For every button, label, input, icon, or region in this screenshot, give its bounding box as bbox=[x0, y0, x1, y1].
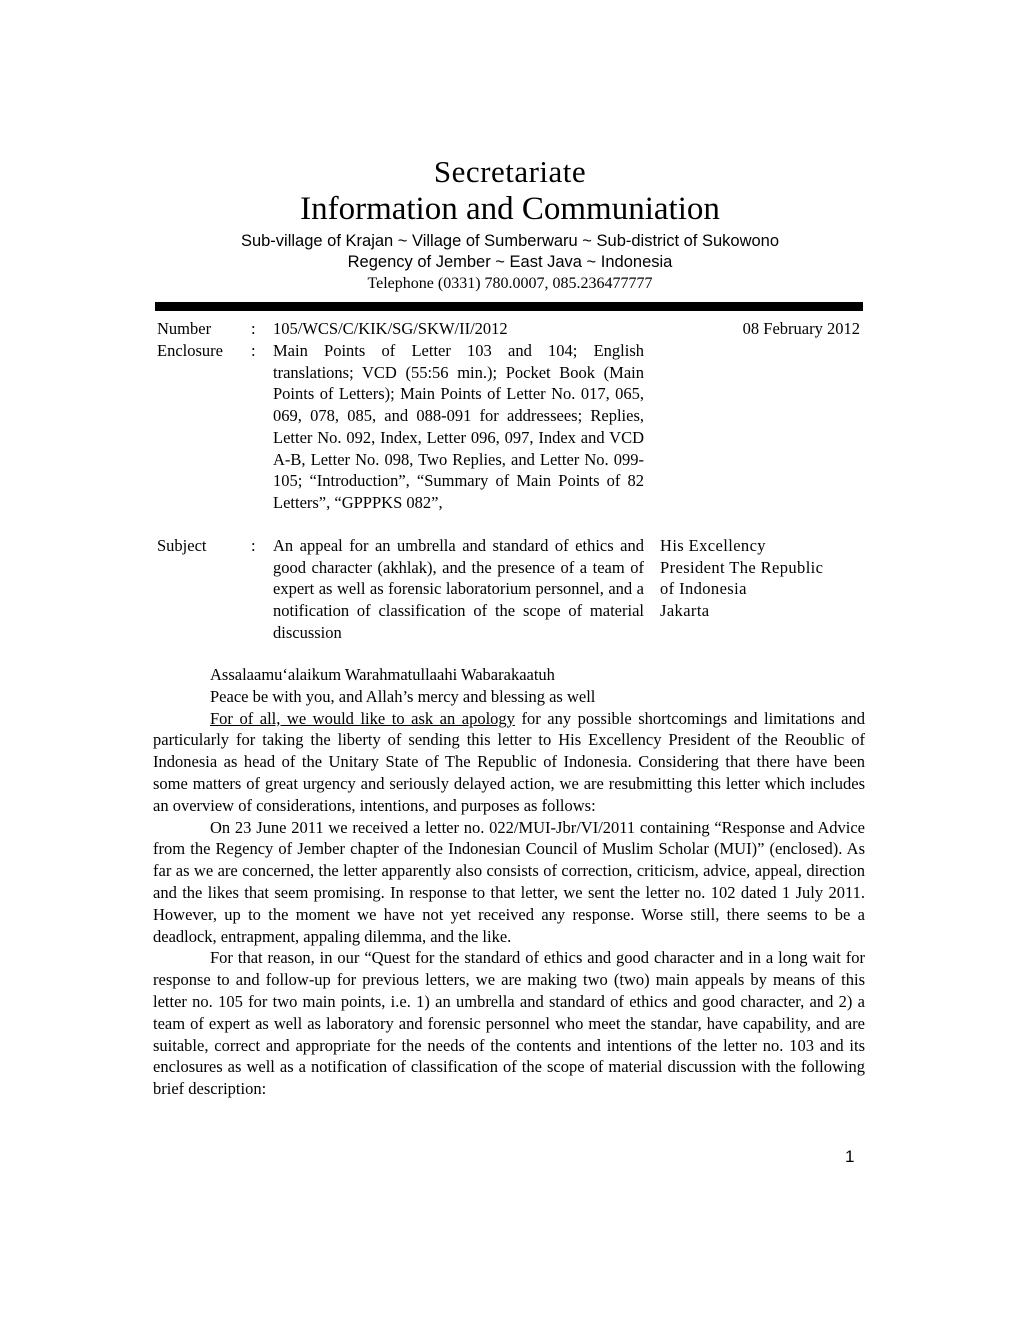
letterhead-divider bbox=[155, 302, 863, 311]
greeting-arabic: Assalaamu‘alaikum Warahmatullaahi Wabarakaatuh bbox=[210, 665, 555, 684]
paragraph-2: On 23 June 2011 we received a letter no. 022/MUI-Jbr/VI/2011 containing “Response and Advice from the Regency of Jember chapter of the Indonesian Council of Muslim Scholar (MUI)” (enclosed). As far as we are concerned, the letter apparently also consists of correction, criticism, advice, appeal, direction and the likes that seem promising. In response to that letter, we sent the letter no. 102 dated 1 July 2011. However, up to the moment we have not yet received any response. Worse still, there seems to be a deadlock, entrapment, appaling dilemma, and the like. bbox=[153, 817, 865, 946]
letterhead-subtitle: Information and Communiation bbox=[300, 191, 720, 227]
number-label: Number bbox=[157, 319, 212, 338]
enclosure-colon: : bbox=[251, 341, 256, 360]
addressee-block bbox=[660, 535, 870, 622]
subject-label: Subject bbox=[157, 536, 207, 555]
enclosure-label: Enclosure bbox=[157, 341, 223, 360]
letterhead-address-line-1: Sub-village of Krajan ~ Village of Sumberwaru ~ Sub-district of Sukowono bbox=[240, 232, 780, 250]
page-number: 1 bbox=[845, 1147, 855, 1166]
addressee-line-2: President The Republic bbox=[660, 557, 824, 577]
letterhead-telephone: Telephone (0331) 780.0007, 085.236477777 bbox=[367, 275, 653, 292]
paragraph-3: For that reason, in our “Quest for the standard of ethics and good character and in a long wait for response to and follow-up for previous letters, we are making two (two) main appeals by means of this letter no. 105 for two main points, i.e. 1) an umbrella and standard of ethics and good character, and 2) a team of expert as well as laboratory and forensic personnel who meet the standar, have capability, and are suitable, correct and appropriate for the needs of the contents and intentions of the letter no. 103 and its enclosures as well as a notification of classification of the scope of material discussion with the following brief description: bbox=[153, 948, 865, 1099]
addressee-line-3: of Indonesia bbox=[660, 579, 747, 599]
number-value: 105/WCS/C/KIK/SG/SKW/II/2012 bbox=[273, 319, 508, 338]
subject-value: An appeal for an umbrella and standard of ethics and good character (akhlak), and the presence of a team of expert as well as forensic laboratorium personnel, and a notification of classification of the scope of material discussion bbox=[273, 536, 644, 642]
paragraph-1 bbox=[153, 708, 865, 817]
letter-body bbox=[153, 664, 865, 1100]
subject-colon: : bbox=[251, 536, 256, 555]
enclosure-value: Main Points of Letter 103 and 104; English translations; VCD (55:56 min.); Pocket Book (Main Points of Letters); Main Points of Letter No. 017, 065, 069, 078, 085, and 088-091 for addressees; Replies, Letter No. 092, Index, Letter 096, 097, Index and VCD A-B, Letter No. 098, Two Replies, and Letter No. 099-105; “Introduction”, “Summary of Main Points of 82 Letters”, “GPPPKS 082”, bbox=[273, 341, 644, 512]
apology-phrase: For of all, we would like to ask an apology bbox=[210, 708, 515, 728]
number-colon: : bbox=[251, 319, 256, 338]
addressee-line-4: Jakarta bbox=[660, 601, 710, 621]
greeting-english: Peace be with you, and Allah’s mercy and blessing as well bbox=[210, 686, 596, 706]
letter-date: 08 February 2012 bbox=[742, 319, 860, 338]
letterhead-title: Secretariate bbox=[433, 154, 587, 189]
paragraph-1-text: for any possible shortcomings and limitations and particularly for taking the liberty of sending this letter to His Excellency President of the Reoublic of Indonesia as head of the Unitary State of The Republic of Indonesia. Considering that there have been some matters of great urgency and seriously delayed action, we are resubmitting this letter which includes an overview of considerations, intentions, and purposes as follows: bbox=[153, 708, 866, 815]
letterhead-address-line-2: Regency of Jember ~ East Java ~ Indonesia bbox=[347, 253, 673, 271]
addressee-line-1: His Excellency bbox=[660, 536, 766, 555]
